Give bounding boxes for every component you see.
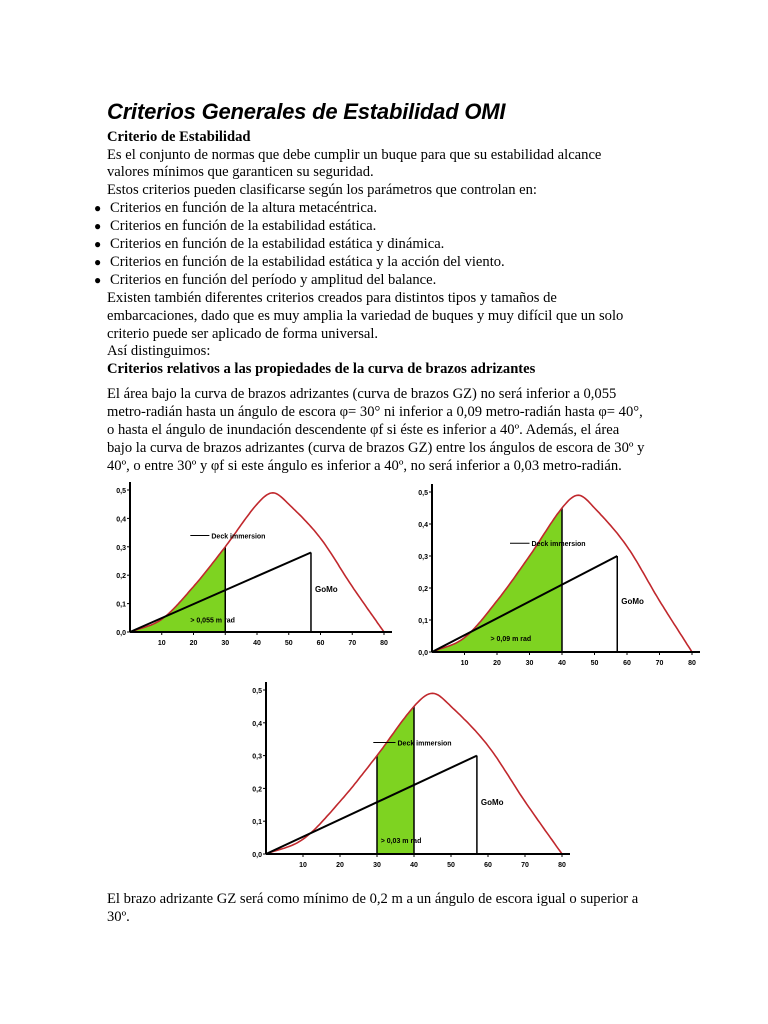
- x-tick-label: 40: [558, 660, 566, 667]
- x-tick-label: 20: [336, 862, 344, 869]
- bullet-icon: ●: [94, 237, 102, 251]
- footer-line: 30º.: [107, 909, 130, 925]
- list-item: Criterios en función de la estabilidad estática y dinámica.: [110, 236, 445, 252]
- y-tick-label: 0,1: [418, 618, 428, 625]
- x-tick-label: 30: [221, 640, 230, 647]
- x-tick-label: 80: [688, 660, 696, 667]
- y-tick-label: 0,5: [252, 688, 262, 695]
- y-tick-label: 0,3: [418, 554, 428, 561]
- y-tick-label: 0,2: [116, 573, 126, 581]
- x-tick-label: 60: [484, 862, 492, 869]
- page-title: Criterios Generales de Estabilidad OMI: [107, 99, 506, 124]
- x-tick-label: 70: [348, 640, 357, 647]
- y-tick-label: 0,2: [418, 586, 428, 593]
- x-tick-label: 10: [460, 660, 469, 667]
- x-tick-label: 60: [623, 660, 631, 667]
- x-tick-label: 10: [157, 640, 166, 647]
- x-tick-label: 40: [410, 862, 418, 869]
- gz-chart-3: [242, 674, 580, 874]
- paragraph-line: El área bajo la curva de brazos adrizantes (curva de brazos GZ) no será inferior a 0,055: [107, 386, 617, 402]
- x-tick-label: 50: [284, 640, 293, 647]
- list-item: Criterios en función de la altura metacéntrica.: [110, 200, 378, 216]
- x-tick-label: 70: [655, 660, 664, 667]
- y-tick-label: 0,3: [116, 544, 126, 552]
- x-tick-label: 50: [447, 862, 455, 869]
- area-value-label: > 0,09 m rad: [490, 636, 532, 644]
- y-tick-label: 0,5: [116, 488, 126, 495]
- deck-immersion-label: Deck immersion: [211, 533, 266, 541]
- paragraph-line: bajo la curva de brazos adrizantes (curva de brazos GZ) entre los ángulos de escora de 30º y: [107, 440, 645, 456]
- paragraph-line: metro-radián hasta un ángulo de escora φ= 30° ni inferior a 0,09 metro-radián hasta φ= 40°,: [107, 404, 643, 420]
- paragraph-line: Es el conjunto de normas que debe cumplir un buque para que su estabilidad alcance: [107, 147, 602, 163]
- y-tick-label: 0,4: [418, 522, 428, 529]
- y-tick-label: 0,3: [252, 753, 262, 761]
- gz-chart-1: [108, 478, 400, 668]
- bullet-icon: ●: [94, 273, 102, 287]
- bullet-icon: ●: [94, 255, 102, 269]
- area-value-label: > 0,03 m rad: [380, 837, 422, 845]
- y-tick-label: 0,1: [116, 601, 126, 609]
- paragraph-line: 40º, o entre 30º y φf si este ángulo es inferior a 40º, no será inferior a 0,03 metro-radián.: [107, 458, 622, 474]
- heading-criterios-curva: Criterios relativos a las propiedades de la curva de brazos adrizantes: [107, 361, 536, 377]
- gz-curve: [130, 493, 384, 632]
- deck-immersion-label: Deck immersion: [397, 740, 452, 748]
- area-value-label: > 0,055 m rad: [190, 617, 235, 625]
- paragraph-line: criterio puede ser aplicado de forma universal.: [107, 326, 379, 342]
- shaded-area: [432, 508, 562, 652]
- gm-label: GoMo: [621, 597, 644, 606]
- paragraph-line: Así distinguimos:: [107, 343, 211, 359]
- gz-chart-2: [410, 480, 706, 672]
- list-item: Criterios en función de la estabilidad estática y la acción del viento.: [110, 254, 505, 270]
- paragraph-line: embarcaciones, dado que es muy amplia la variedad de buques y muy difícil que un solo: [107, 308, 624, 324]
- gm-label: GoMo: [480, 797, 504, 807]
- y-tick-label: 0,0: [418, 650, 428, 657]
- x-tick-label: 60: [316, 640, 325, 647]
- paragraph-line: o hasta el ángulo de inundación descendente φf si éste es inferior a 40º. Además, el área: [107, 422, 620, 438]
- gm-tangent-line: [266, 756, 477, 854]
- y-tick-label: 0,4: [252, 720, 262, 728]
- x-tick-label: 70: [521, 862, 529, 869]
- list-item: Criterios en función del período y amplitud del balance.: [110, 272, 437, 288]
- gm-label: GoMo: [314, 585, 338, 595]
- list-item: Criterios en función de la estabilidad estática.: [110, 218, 377, 234]
- x-tick-label: 30: [373, 862, 381, 869]
- y-tick-label: 0,5: [418, 490, 428, 497]
- y-tick-label: 0,1: [252, 819, 262, 827]
- paragraph-line: Existen también diferentes criterios creados para distintos tipos y tamaños de: [107, 290, 557, 306]
- heading-criterio-estabilidad: Criterio de Estabilidad: [107, 129, 251, 145]
- footer-line: El brazo adrizante GZ será como mínimo de 0,2 m a un ángulo de escora igual o superior a: [107, 891, 639, 907]
- y-tick-label: 0,0: [116, 630, 126, 637]
- paragraph-line: Estos criterios pueden clasificarse según los parámetros que controlan en:: [107, 182, 537, 198]
- y-tick-label: 0,4: [116, 516, 126, 524]
- x-tick-label: 10: [299, 862, 307, 869]
- x-tick-label: 80: [558, 862, 566, 869]
- y-tick-label: 0,2: [252, 786, 262, 794]
- x-tick-label: 50: [590, 660, 599, 667]
- y-tick-label: 0,0: [252, 852, 262, 859]
- x-tick-label: 30: [525, 660, 534, 667]
- bullet-icon: ●: [94, 219, 102, 233]
- x-tick-label: 80: [380, 640, 388, 647]
- x-tick-label: 20: [189, 640, 198, 647]
- bullet-icon: ●: [94, 201, 102, 215]
- shaded-area: [377, 706, 414, 854]
- deck-immersion-label: Deck immersion: [531, 541, 586, 549]
- x-tick-label: 40: [253, 640, 261, 647]
- x-tick-label: 20: [493, 660, 501, 667]
- paragraph-line: valores mínimos que garanticen su seguridad.: [107, 164, 374, 180]
